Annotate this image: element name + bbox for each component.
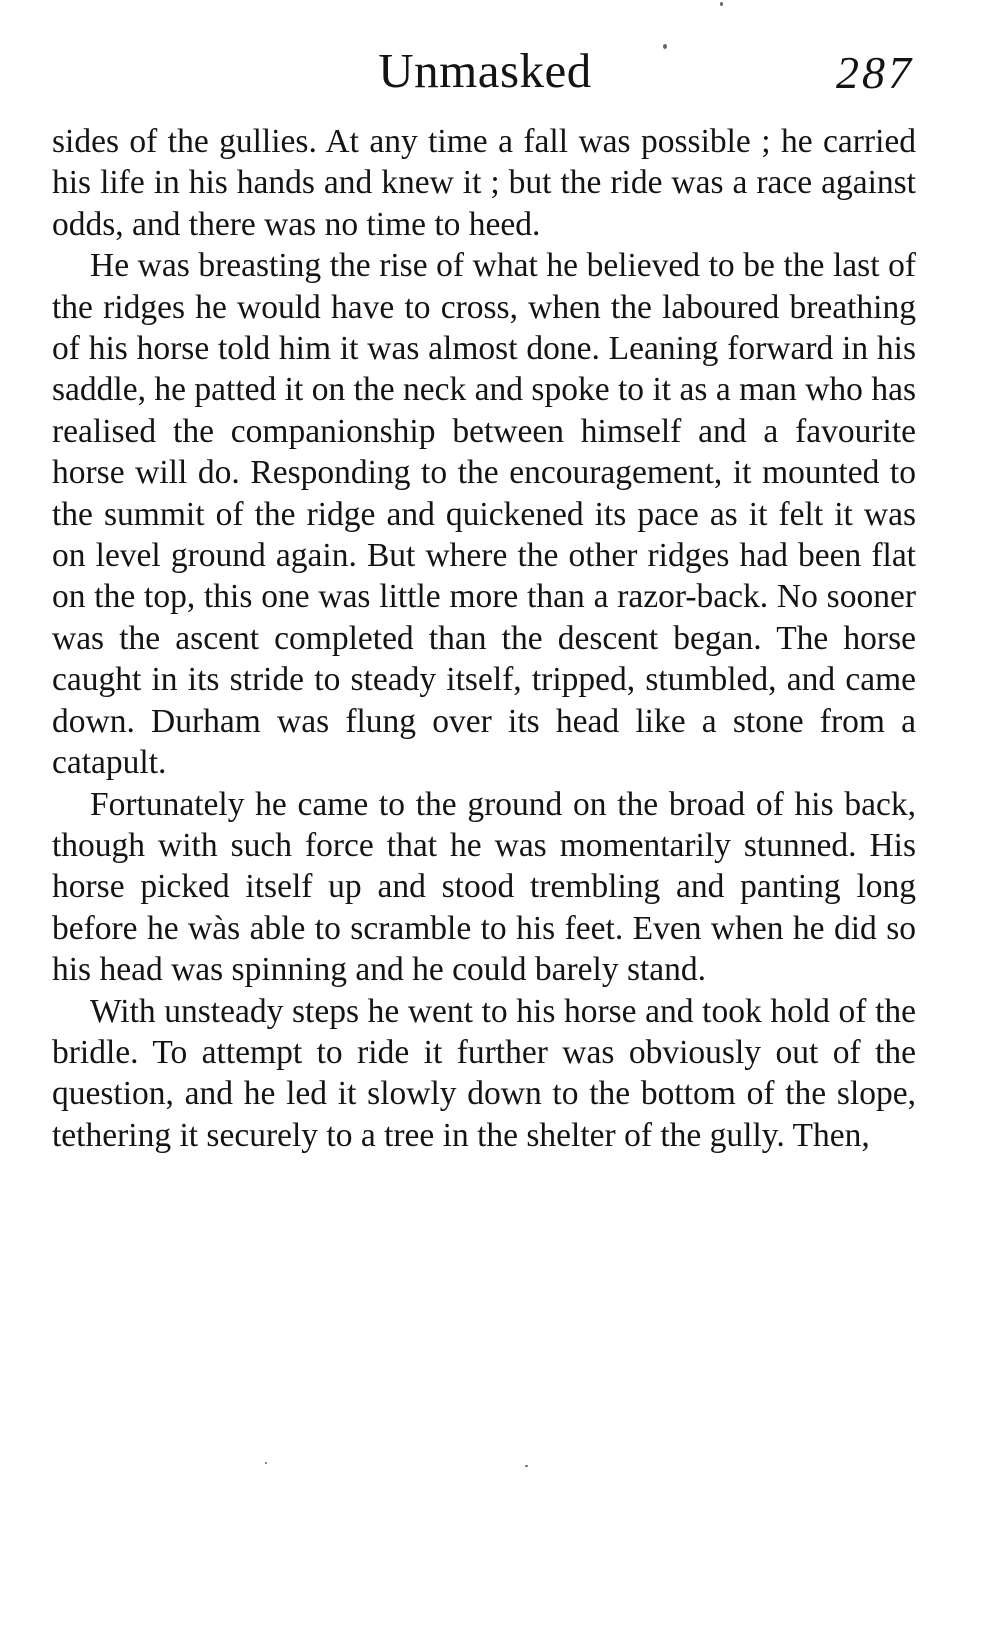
paragraph-1: sides of the gullies. At any time a fall was possible ; he carried his life in his hands and knew it ; but the ride was a race against odds, and there was no time to heed.: [52, 123, 916, 243]
print-speck: [265, 1462, 267, 1464]
running-title: Unmasked: [378, 43, 592, 98]
paragraph-3: Fortunately he came to the ground on the broad of his back, though with such force that he was momentarily stunned. His horse picked itself up and stood trembling and panting long before he wàs able to scramble to his feet. Even when he did so his head was spinning and he could barely stand.: [52, 785, 916, 989]
print-speck: [525, 1465, 528, 1467]
running-head: [52, 38, 918, 108]
print-speck: [663, 44, 667, 49]
paragraph-2: He was breasting the rise of what he believed to be the last of the ridges he would have to cross, when the laboured breathing of his horse told him it was almost done. Leaning forward in his saddle, he patted it on the neck and spoke to it as a man who has realised the companionship between himself and a favourite horse will do. Responding to the encouragement, it mounted to the summit of the ridge and quickened its pace as it felt it was on level ground again. But where the other ridges had been flat on the top, this one was little more than a razor-back. No sooner was the ascent completed than the descent began. The horse caught in its stride to steady itself, tripped, stumbled, and came down. Durham was flung over its head like a stone from a catapult.: [52, 247, 916, 782]
print-speck: [720, 2, 723, 6]
paragraph-4: With unsteady steps he went to his horse and took hold of the bridle. To attempt to ride it further was obviously out of the question, and he led it slowly down to the bottom of the slope, tethering it securely to a tree in the shelter of the gully. Then,: [52, 992, 916, 1154]
page-number: 287: [836, 47, 914, 98]
body-text: [52, 121, 916, 1156]
